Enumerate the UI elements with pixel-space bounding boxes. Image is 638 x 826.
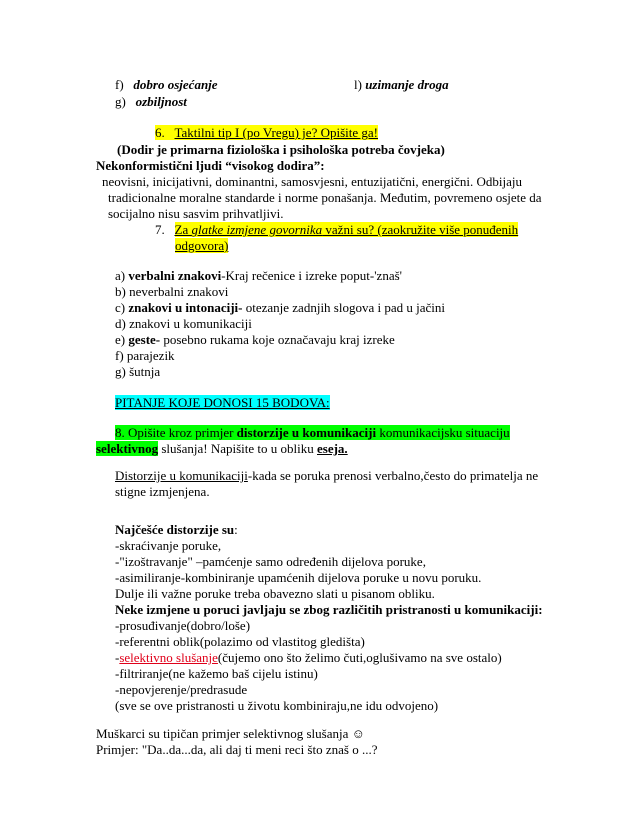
definition-line1: Distorzije u komunikaciji-kada se poruka prenosi verbalno,često do primatelja ne — [115, 468, 539, 483]
question-6-answer-bold: (Dodir je primarna fiziološka i psihološka potreba čovjeka) — [117, 142, 445, 157]
question-6-para-line2: tradicionalne moralne standarde i norme ponašanja. Međutim, povremeno osjete da — [108, 190, 542, 205]
distortion-item-2: -"izoštravanje" –pamćenje samo određenih dijelova poruke, — [115, 554, 426, 569]
question-6-number: 6. — [155, 125, 165, 140]
bias-item-3: -selektivno slušanje(čujemo ono što želimo čuti,oglušivamo na sve ostalo) — [115, 650, 502, 665]
option-a: a) verbalni znakovi-Kraj rečenice i izreke poput-'znaš' — [115, 268, 402, 283]
option-d: d) znakovi u komunikaciji — [115, 316, 252, 331]
distortion-item-1: -skraćivanje poruke, — [115, 538, 222, 553]
option-g: g) šutnja — [115, 364, 161, 379]
question-8-line1: 8. Opišite kroz primjer distorzije u komunikaciji komunikacijsku situaciju — [115, 425, 510, 440]
option-e: e) geste- posebno rukama koje označavaju kraj izreke — [115, 332, 395, 347]
list-item-l: l) uzimanje droga — [354, 77, 449, 92]
distortion-item-3: -asimiliranje-kombiniranje upamćenih dijelova poruke u novu poruku. — [115, 570, 482, 585]
smiley-icon: ☺ — [351, 726, 365, 741]
list-item-g: g) ozbiljnost — [115, 94, 187, 109]
closing-line2: Primjer: "Da..da...da, ali daj ti meni reci što znaš o ...? — [96, 742, 378, 757]
list-item-l-text: uzimanje droga — [365, 77, 449, 92]
question-7: 7. Za glatke izmjene govornika važni su? (zaokružite više ponuđenih — [155, 222, 519, 237]
list-item-g-text: ozbiljnost — [135, 94, 187, 109]
option-c: c) znakovi u intonaciji- otezanje zadnjih slogova i pad u jačini — [115, 300, 445, 315]
selective-listening-term: selektivno slušanje — [119, 650, 218, 665]
distortion-note: Dulje ili važne poruke treba obavezno slati u pisanom obliku. — [115, 586, 435, 601]
closing-line1: Muškarci su tipičan primjer selektivnog slušanja ☺ — [96, 726, 365, 741]
list-item-f-text: dobro osjećanje — [133, 77, 218, 92]
bias-heading: Neke izmjene u poruci javljaju se zbog različitih pristranosti u komunikaciji: — [115, 602, 543, 617]
najcesce-heading: Najčešće distorzije su: — [115, 522, 238, 537]
bias-item-2: -referentni oblik(polazimo od vlastitog gledišta) — [115, 634, 365, 649]
question-7-number: 7. — [155, 222, 165, 237]
question-6-para-line3: socijalno nisu sasvim prihvatljivi. — [108, 206, 284, 221]
pitanje-heading: PITANJE KOJE DONOSI 15 BODOVA: — [115, 395, 330, 410]
definition-line2: stigne izmjenjena. — [115, 484, 210, 499]
question-6 — [155, 125, 378, 140]
option-f: f) parajezik — [115, 348, 175, 363]
question-8-line2: selektivnog slušanja! Napišite to u obliku eseja. — [96, 441, 348, 456]
bias-item-5: -nepovjerenje/predrasude — [115, 682, 248, 697]
question-6-heading: Nekonformistični ljudi “visokog dodira”: — [96, 158, 325, 173]
question-6-para-line1: neovisni, inicijativni, dominantni, samosvjesni, entuzijatični, energični. Odbijaju — [102, 174, 523, 189]
question-7-line2: odgovora) — [175, 238, 229, 253]
bias-item-4: -filtriranje(ne kažemo baš cijelu istinu) — [115, 666, 318, 681]
option-b: b) neverbalni znakovi — [115, 284, 229, 299]
bias-item-1: -prosuđivanje(dobro/loše) — [115, 618, 251, 633]
question-6-text: Taktilni tip I (po Vregu) je? Opišite ga! — [174, 125, 378, 140]
list-item-f: f) dobro osjećanje — [115, 77, 218, 92]
bias-summary: (sve se ove pristranosti u životu kombiniraju,ne idu odvojeno) — [115, 698, 439, 713]
